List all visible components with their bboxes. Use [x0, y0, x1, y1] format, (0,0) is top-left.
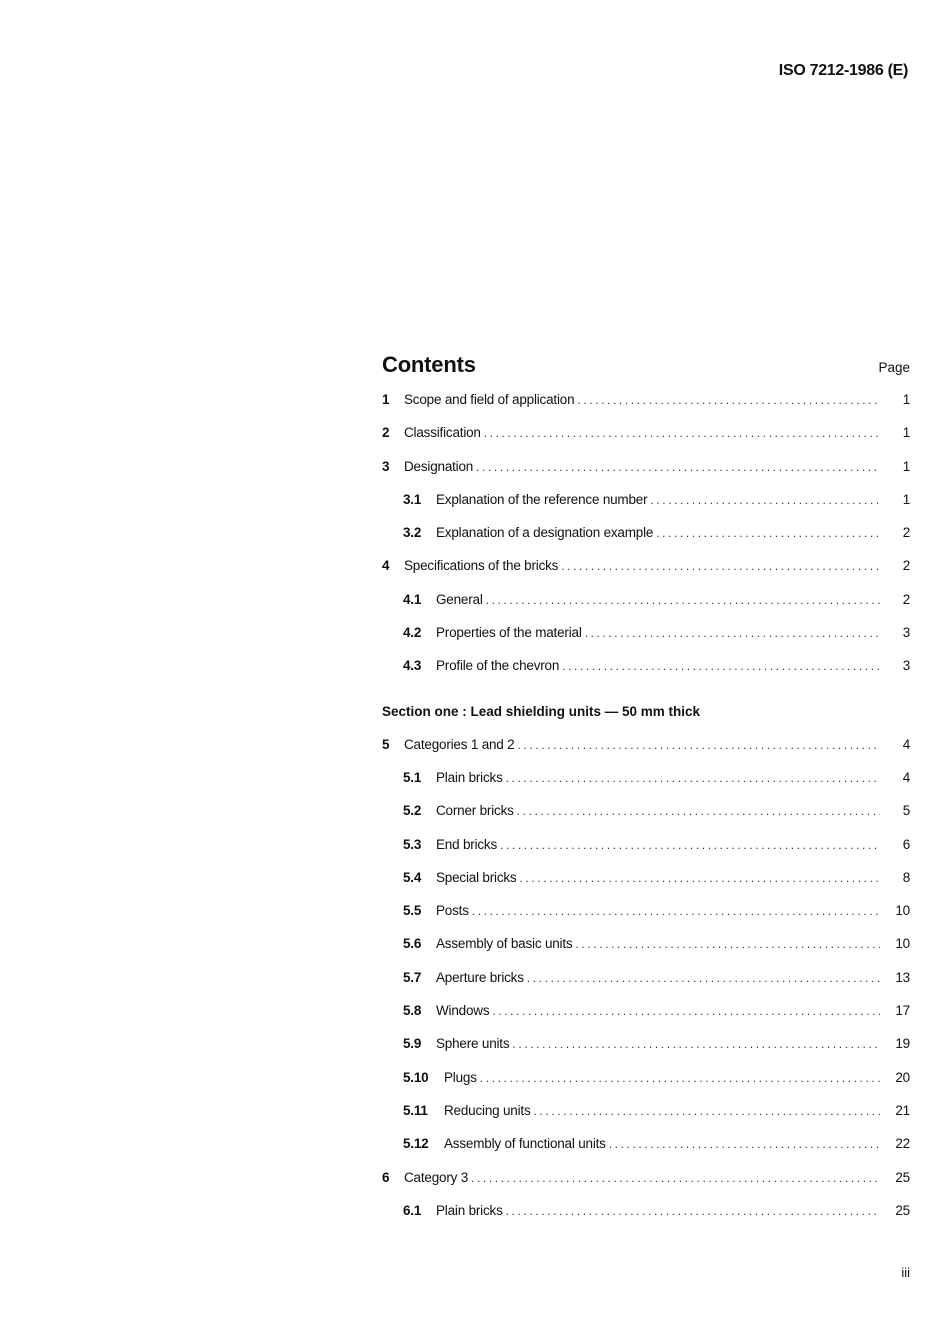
- document-id: ISO 7212-1986 (E): [778, 62, 908, 79]
- entry-page: 3: [902, 625, 910, 641]
- entry-number: 5.12: [403, 1136, 429, 1152]
- toc-subentry[interactable]: [382, 837, 910, 870]
- toc-subentry[interactable]: [382, 870, 910, 903]
- toc-subentry[interactable]: [382, 625, 910, 658]
- dot-leader: [656, 526, 880, 540]
- entry-page: 3: [902, 658, 910, 674]
- dot-leader: [472, 904, 880, 918]
- entry-number: 5.5: [403, 903, 422, 919]
- dot-leader: [650, 493, 880, 507]
- toc-entry[interactable]: [382, 737, 910, 770]
- entry-page: 25: [895, 1169, 910, 1185]
- dot-leader: [480, 1071, 880, 1085]
- toc-subentry[interactable]: [382, 1103, 910, 1136]
- table-of-contents: [382, 352, 910, 1236]
- toc-subentry[interactable]: [382, 970, 910, 1003]
- dot-leader: [517, 738, 880, 752]
- entry-page: 4: [902, 769, 910, 785]
- entry-number: 1: [382, 392, 390, 407]
- toc-subentry[interactable]: [382, 1203, 910, 1236]
- entry-number: 5.3: [403, 836, 422, 852]
- entry-number: 5.7: [403, 969, 422, 985]
- entry-title: Categories 1 and 2: [404, 736, 515, 752]
- entry-number: 6: [382, 1169, 390, 1185]
- entry-page: 13: [895, 969, 910, 985]
- entry-title: Aperture bricks: [436, 969, 524, 985]
- contents-header: [382, 352, 910, 392]
- entry-title: Profile of the chevron: [436, 658, 560, 674]
- entry-page: 4: [902, 736, 910, 752]
- entry-page: 2: [902, 558, 910, 574]
- entry-title: Assembly of functional units: [444, 1136, 606, 1152]
- toc-subentry[interactable]: [382, 592, 910, 625]
- entry-number: 5.2: [403, 803, 422, 819]
- entry-number: 4.3: [403, 658, 422, 674]
- toc-entry[interactable]: [382, 392, 910, 425]
- entry-page: 25: [895, 1202, 910, 1218]
- entry-title: Reducing units: [444, 1102, 531, 1118]
- toc-entry[interactable]: [382, 558, 910, 591]
- entry-title: Designation: [404, 458, 474, 474]
- dot-leader: [527, 971, 880, 985]
- entry-page: 20: [895, 1069, 910, 1085]
- entry-title: Corner bricks: [436, 803, 514, 819]
- entry-number: 3.1: [403, 491, 422, 507]
- entry-number: 5.9: [403, 1036, 422, 1052]
- dot-leader: [609, 1137, 880, 1151]
- entry-title: Special bricks: [436, 869, 517, 885]
- contents-title: Contents: [382, 352, 476, 377]
- dot-leader: [512, 1037, 880, 1051]
- dot-leader: [577, 393, 880, 407]
- entry-number: 5.1: [403, 769, 422, 785]
- entry-title: Assembly of basic units: [436, 936, 573, 952]
- toc-entry[interactable]: [382, 459, 910, 492]
- entry-title: Windows: [436, 1003, 490, 1019]
- entry-title: Plugs: [444, 1069, 477, 1085]
- entry-title: Explanation of a designation example: [436, 525, 654, 541]
- entry-title: Scope and field of application: [404, 392, 575, 407]
- dot-leader: [585, 626, 880, 640]
- toc-subentry[interactable]: [382, 1136, 910, 1169]
- dot-leader: [471, 1171, 880, 1185]
- entry-title: Category 3: [404, 1169, 469, 1185]
- entry-title: Explanation of the reference number: [436, 491, 648, 507]
- entry-number: 4.1: [403, 591, 422, 607]
- dot-leader: [486, 593, 880, 607]
- entry-number: 2: [382, 425, 390, 441]
- entry-number: 5.10: [403, 1069, 429, 1085]
- entry-title: Plain bricks: [436, 1202, 503, 1218]
- toc-subentry[interactable]: [382, 525, 910, 558]
- entry-number: 5.11: [403, 1102, 428, 1118]
- toc-subentry[interactable]: [382, 1070, 910, 1103]
- toc-subentry[interactable]: [382, 936, 910, 969]
- entry-number: 5.6: [403, 936, 422, 952]
- toc-subentry[interactable]: [382, 903, 910, 936]
- toc-subentry[interactable]: [382, 803, 910, 836]
- dot-leader: [506, 1204, 880, 1218]
- entry-page: 1: [902, 425, 910, 441]
- entry-title: Sphere units: [436, 1036, 510, 1052]
- dot-leader: [484, 426, 880, 440]
- entry-page: 21: [895, 1102, 910, 1118]
- section-heading: Section one : Lead shielding units — 50 mm thick: [382, 703, 701, 719]
- entry-page: 1: [902, 458, 910, 474]
- dot-leader: [506, 771, 880, 785]
- toc-subentry[interactable]: [382, 770, 910, 803]
- entry-page: 10: [895, 903, 910, 919]
- entry-page: 10: [895, 936, 910, 952]
- toc-entry[interactable]: [382, 425, 910, 458]
- page-number: iii: [901, 1265, 910, 1280]
- toc-subentry[interactable]: [382, 1036, 910, 1069]
- entry-number: 6.1: [403, 1202, 422, 1218]
- entry-page: 2: [902, 591, 910, 607]
- entry-page: 6: [902, 836, 910, 852]
- entry-page: 1: [902, 491, 910, 507]
- entry-number: 4.2: [403, 625, 422, 641]
- toc-entry[interactable]: [382, 1170, 910, 1203]
- entry-page: 17: [895, 1003, 910, 1019]
- entry-number: 5.4: [403, 869, 422, 885]
- dot-leader: [519, 871, 880, 885]
- dot-leader: [534, 1104, 880, 1118]
- dot-leader: [561, 559, 880, 573]
- entry-title: Posts: [436, 903, 469, 919]
- dot-leader: [517, 804, 880, 818]
- entry-page: 22: [895, 1136, 910, 1152]
- entry-title: General: [436, 591, 483, 607]
- page-column-label: Page: [878, 360, 910, 375]
- entry-page: 5: [902, 803, 910, 819]
- entry-page: 2: [902, 525, 910, 541]
- entry-title: Plain bricks: [436, 769, 503, 785]
- entry-title: Specifications of the bricks: [404, 558, 559, 574]
- toc-subentry[interactable]: [382, 1003, 910, 1036]
- dot-leader: [562, 659, 880, 673]
- entry-number: 3: [382, 458, 390, 474]
- entry-number: 4: [382, 558, 390, 574]
- entry-title: Properties of the material: [436, 625, 582, 641]
- dot-leader: [575, 937, 880, 951]
- entry-title: End bricks: [436, 836, 498, 852]
- entry-page: 19: [895, 1036, 910, 1052]
- entry-number: 3.2: [403, 525, 422, 541]
- entry-page: 8: [902, 869, 910, 885]
- entry-page: 1: [902, 392, 910, 407]
- dot-leader: [492, 1004, 880, 1018]
- entry-title: Classification: [404, 425, 481, 441]
- entry-number: 5.8: [403, 1003, 422, 1019]
- toc-subentry[interactable]: [382, 492, 910, 525]
- dot-leader: [476, 460, 880, 474]
- entry-number: 5: [382, 736, 390, 752]
- dot-leader: [500, 838, 880, 852]
- toc-subentry[interactable]: [382, 658, 910, 691]
